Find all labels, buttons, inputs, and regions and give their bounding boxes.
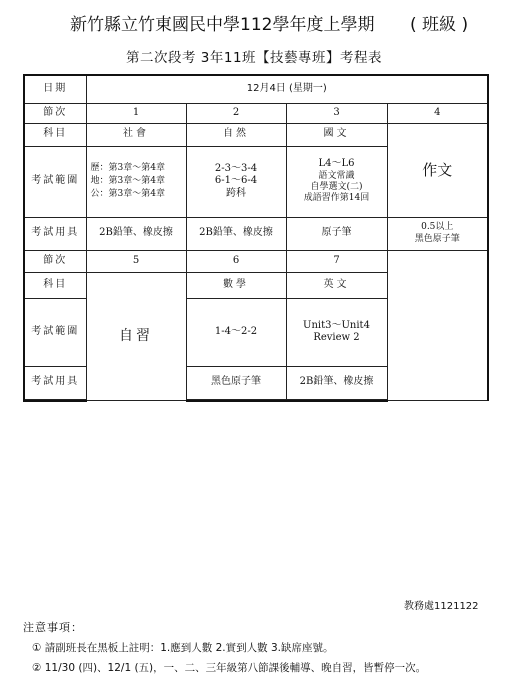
supplies-science: 2B鉛筆、橡皮擦: [186, 217, 286, 250]
supplies-english: 2B鉛筆、橡皮擦: [286, 366, 387, 399]
supplies-essay: [387, 217, 488, 250]
self-study-cell: 自習: [86, 272, 186, 401]
range-math: 1-4～2-2: [186, 298, 286, 366]
range-line: 2-3～3-4: [214, 162, 258, 174]
supplies-math: 黑色原子筆: [186, 366, 286, 399]
range-line: 跨科: [226, 187, 246, 199]
school-term-title: 新竹縣立竹東國民中學112學年度上學期: [70, 15, 375, 35]
range-line: Review 2: [313, 332, 360, 343]
date-label: 日期: [24, 75, 86, 103]
supplies-label: 考試用具: [24, 217, 86, 250]
range-line: 語文常識: [318, 170, 355, 181]
range-line: 自學選文(二): [310, 182, 363, 193]
range-line: Unit3～Unit4: [303, 319, 370, 331]
note-item: ② 11/30 (四)、12/1 (五)，一、二、三年級第八節課後輔導、晚自習，皆暫停一次。: [32, 662, 427, 674]
subject-english: 英文: [286, 272, 387, 298]
subject-label: 科目: [24, 123, 86, 146]
supplies-label: 考試用具: [24, 366, 86, 399]
period-row-2: [24, 250, 488, 272]
supplies-line: 黑色原子筆: [414, 233, 460, 244]
range-line: 公：第3章～第4章: [90, 189, 165, 200]
period-3: 3: [286, 103, 387, 123]
period-7: 7: [286, 250, 387, 272]
supplies-row-1: [24, 217, 488, 250]
subject-science: 自然: [186, 123, 286, 146]
period-1: 1: [86, 103, 186, 123]
exam-schedule-table: [23, 74, 489, 402]
period-2: 2: [186, 103, 286, 123]
period-5: 5: [86, 250, 186, 272]
period-row-1: [24, 103, 488, 123]
notes-title: 注意事項：: [23, 621, 83, 634]
range-line: 地：第3章～第4章: [90, 175, 165, 186]
essay-cell: 作文: [387, 123, 488, 217]
period-label: 節次: [24, 103, 86, 123]
date-value: 12月4日 (星期一): [86, 75, 488, 103]
subject-row-1: [24, 123, 488, 146]
range-english: [286, 298, 387, 366]
range-line: 6-1～6-4: [214, 175, 258, 187]
office-code: 教務處1121122: [404, 601, 479, 612]
subject-social: 社會: [86, 123, 186, 146]
supplies-line: 0.5以上: [421, 222, 454, 233]
range-science: [186, 146, 286, 217]
period-label: 節次: [24, 250, 86, 272]
period-6: 6: [186, 250, 286, 272]
range-line: 歷：第3章～第4章: [90, 162, 165, 173]
supplies-social: 2B鉛筆、橡皮擦: [86, 217, 186, 250]
range-label: 考試範圍: [24, 298, 86, 366]
range-line: 成語習作第14回: [303, 193, 370, 204]
exam-subtitle: 第二次段考 3年11班【技藝專班】考程表: [125, 50, 383, 66]
subject-math: 數學: [186, 272, 286, 298]
class-tag: ( 班級 ): [410, 15, 469, 35]
supplies-chinese: 原子筆: [286, 217, 387, 250]
empty-cell: [387, 250, 488, 401]
note-item: ① 請副班長在黑板上註明：1.應到人數 2.實到人數 3.缺席座號。: [32, 642, 334, 654]
subject-chinese: 國文: [286, 123, 387, 146]
range-chinese: [286, 146, 387, 217]
subject-label: 科目: [24, 272, 86, 298]
range-label: 考試範圍: [24, 146, 86, 217]
range-line: L4～L6: [318, 158, 355, 170]
range-social: [86, 146, 186, 217]
period-4: 4: [387, 103, 488, 123]
date-row: [24, 75, 488, 103]
